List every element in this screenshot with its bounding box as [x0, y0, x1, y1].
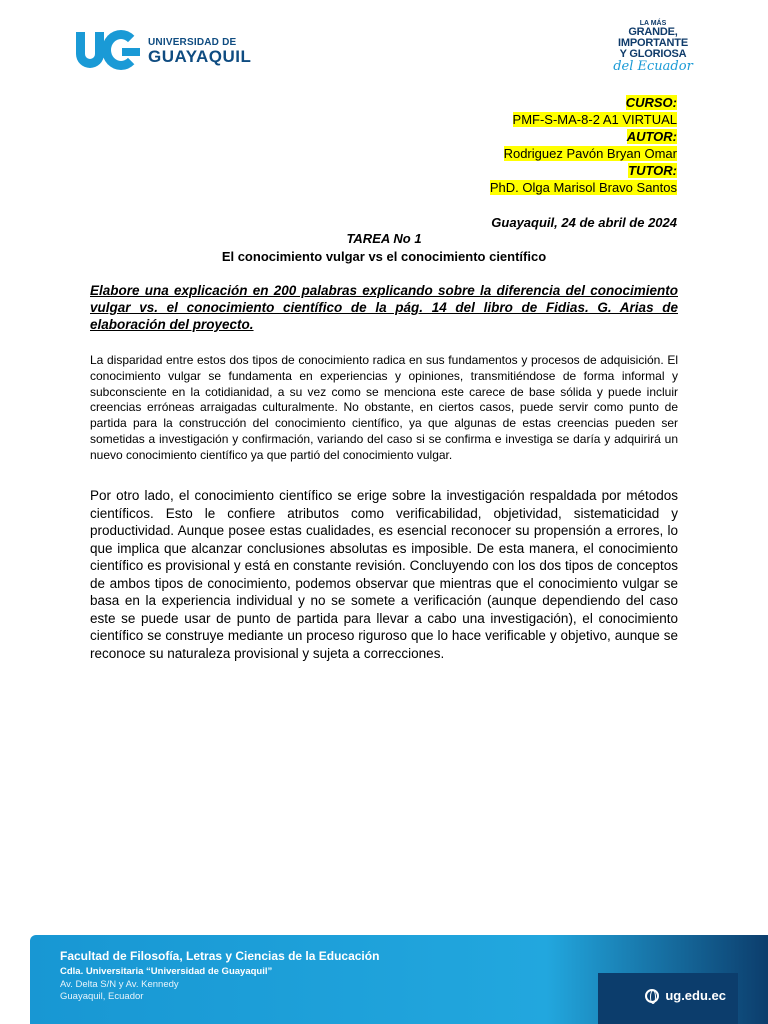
tutor-label: TUTOR:: [628, 163, 677, 178]
tutor-value: PhD. Olga Marisol Bravo Santos: [489, 180, 677, 195]
globe-icon: [645, 989, 659, 1003]
curso-value: PMF-S-MA-8-2 A1 VIRTUAL: [512, 112, 677, 127]
document-meta: [490, 94, 677, 196]
body-paragraph-1: La disparidad entre estos dos tipos de conocimiento radica en sus fundamentos y procesos de adquisición. El conocimiento vulgar se fundamenta en experiencias y opiniones, transmitiéndose de forma informal y subconsciente en la cotidianidad, a su vez como se menciona este carece de base sólida y puede incluir creencias erróneas arraigadas culturalmente. No obstante, en ciertos casos, puede servir como punto de partida para la construcción del conocimiento científico, ya que algunas de estas creencias pueden ser sometidas a investigación y confirmación, variando del caso si se confirma e investiga se daría y adquirirá un nuevo conocimiento científico ya que partió del conocimiento vulgar.: [90, 353, 678, 462]
slogan-badge: [608, 20, 698, 73]
logo-line2: GUAYAQUIL: [148, 46, 252, 66]
curso-label: CURSO:: [625, 95, 677, 110]
document-date: Guayaquil, 24 de abril de 2024: [491, 215, 677, 230]
autor-label: AUTOR:: [626, 129, 677, 144]
footer-faculty: Facultad de Filosofía, Letras y Ciencias de la Educación: [60, 949, 380, 963]
body-paragraph-2: Por otro lado, el conocimiento científico se erige sobre la investigación respaldada por métodos científicos. Esto le confiere atributos como verificabilidad, objetividad, sistematicidad y productividad. Aunque posee estas cualidades, es esencial reconocer su propensión a errores, lo que implica que alcanzar conclusiones absolutas es imposible. De esta manera, el conocimiento científico es provisional y está en constante revisión. Concluyendo con los dos tipos de conceptos de ambos tipos de conocimiento, podemos observar que mientras que el conocimiento vulgar se basa en la experiencia individual y no se somete a verificación (aunque dependiendo del caso este se puede usar de punto de partida para llevar a cabo una investigación), el conocimiento científico se construye mediante un proceso riguroso que lo hace verificable y objetivo, aunque se reconoce su naturaleza provisional y sujeta a correcciones.: [90, 488, 678, 661]
website-text: ug.edu.ec: [665, 988, 726, 1003]
university-logo: [76, 30, 251, 72]
autor-value: Rodriguez Pavón Bryan Omar: [503, 146, 677, 161]
task-subtitle: El conocimiento vulgar vs el conocimiento científico: [221, 249, 547, 264]
slogan-line: Y GLORIOSA: [619, 48, 687, 60]
slogan-line: IMPORTANTE: [618, 37, 688, 49]
footer-banner: [30, 935, 768, 1024]
slogan-line: GRANDE,: [628, 26, 678, 38]
logo-line1: UNIVERSIDAD DE: [148, 36, 237, 48]
footer-address-1: Cdla. Universitaria “Universidad de Guayaquil”: [60, 966, 273, 977]
slogan-signature: del Ecuador: [613, 59, 693, 74]
footer-address-3: Guayaquil, Ecuador: [60, 991, 144, 1002]
task-title: TAREA No 1: [346, 231, 422, 246]
task-prompt: Elabore una explicación en 200 palabras explicando sobre la diferencia del conocimiento vulgar vs. el conocimiento científico de la pág. 14 del libro de Fidias. G. Arias de elaboración del proyecto.: [90, 283, 678, 332]
slogan-line: LA MÁS: [639, 20, 667, 27]
ug-logo-mark: [76, 30, 142, 72]
footer-website[interactable]: [645, 988, 726, 1003]
footer-address-2: Av. Delta S/N y Av. Kennedy: [60, 979, 179, 990]
university-name: [148, 38, 251, 65]
